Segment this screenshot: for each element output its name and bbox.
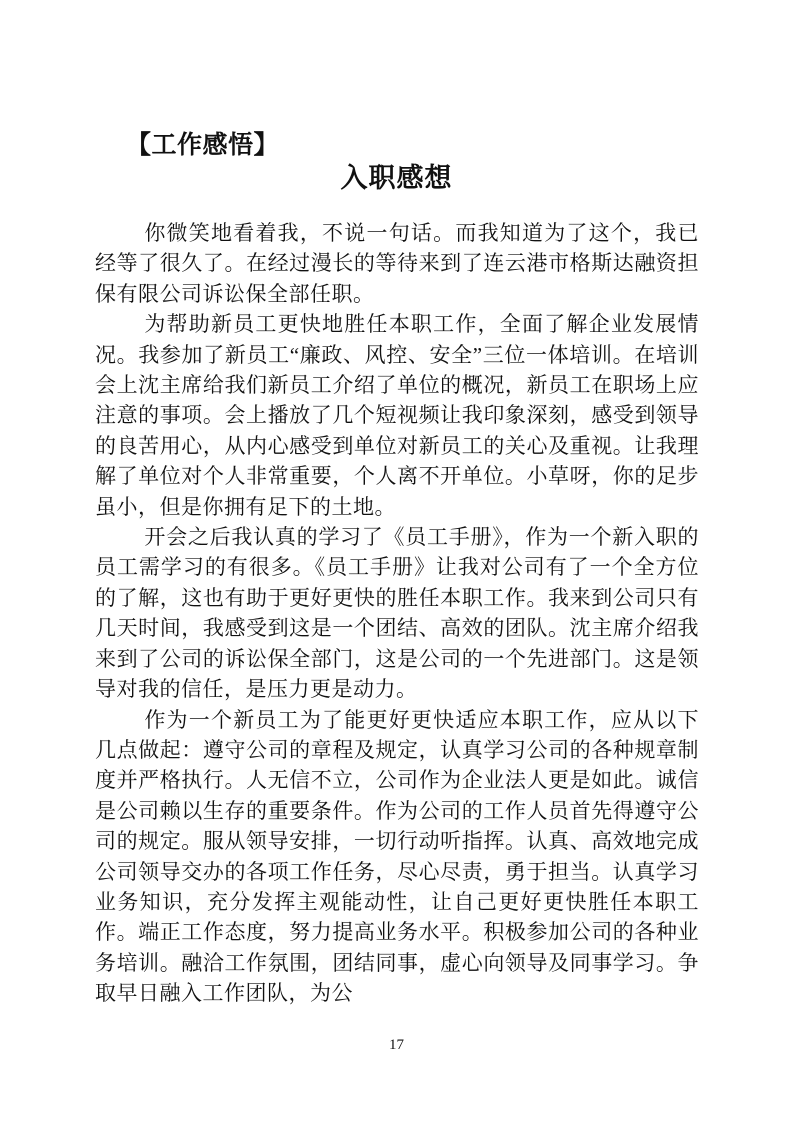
document-body <box>95 218 699 1009</box>
page-number: 17 <box>389 1037 404 1053</box>
paragraph: 为帮助新员工更快地胜任本职工作，全面了解企业发展情况。我参加了新员工“廉政、风控、安全”三位一体培训。在培训会上沈主席给我们新员工介绍了单位的概况，新员工在职场上应注意的事项。会上播放了几个短视频让我印象深刻，感受到领导的良苦用心，从内心感受到单位对新员工的关心及重视。让我理解了单位对个人非常重要，个人离不开单位。小草呀，你的足步虽小，但是你拥有足下的土地。 <box>95 312 699 519</box>
page-title: 入职感想 <box>340 163 453 193</box>
section-header: 【工作感悟】 <box>126 132 280 159</box>
paragraph: 作为一个新员工为了能更好更快适应本职工作，应从以下几点做起：遵守公司的章程及规定，认真学习公司的各种规章制度并严格执行。人无信不立，公司作为企业法人更是如此。诚信是公司赖以生存的重要条件。作为公司的工作人员首先得遵守公司的规定。服从领导安排，一切行动听指挥。认真、高效地完成公司领导交办的各项工作任务，尽心尽责，勇于担当。认真学习业务知识，充分发挥主观能动性，让自己更好更快胜任本职工作。端正工作态度，努力提高业务水平。积极参加公司的各种业务培训。融洽工作氛围，团结同事，虚心向领导及同事学习。争取早日融入工作团队，为公 <box>95 707 699 1006</box>
paragraph: 你微笑地看着我，不说一句话。而我知道为了这个，我已经等了很久了。在经过漫长的等待来到了连云港市格斯达融资担保有限公司诉讼保全部任职。 <box>95 221 699 306</box>
paragraph: 开会之后我认真的学习了《员工手册》，作为一个新入职的员工需学习的有很多。《员工手册》让我对公司有了一个全方位的了解，这也有助于更好更快的胜任本职工作。我来到公司只有几天时间，我感受到这是一个团结、高效的团队。沈主席介绍我来到了公司的诉讼保全部门，这是公司的一个先进部门。这是领导对我的信任，是压力更是动力。 <box>95 525 699 702</box>
